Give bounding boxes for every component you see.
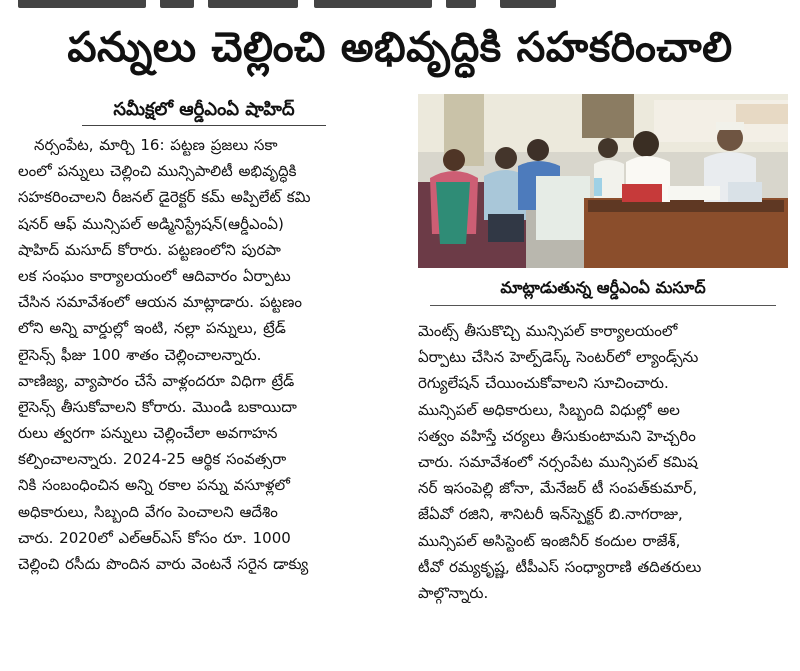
article-line: చారు. 2020లో ఎల్ఆర్ఎస్ కోసం రూ. 1000 xyxy=(18,528,291,547)
page-headline: పన్నులు చెల్లించి అభివృద్ధికి సహకరించాలి xyxy=(67,23,733,71)
article-line: ఏర్పాటు చేసిన హెల్ప్‌డెస్క్ సెంటర్‌లో ల్యాండ్స్‌ను xyxy=(418,348,699,367)
article-line: లంలో పన్నులు చెల్లించి మున్సిపాలిటీ అభివృద్ధికి xyxy=(18,162,297,181)
article-line: టీవో రమ్యకృష్ణ, టీపీఎస్ సంధ్యారాణి తదితరులు xyxy=(418,557,702,576)
article-line: రెగ్యులేషన్ చేయించుకోవాలని సూచించారు. xyxy=(418,374,669,393)
article-line: నికి సంబంధించిన అన్ని రకాల పన్ను వసూళ్లలో xyxy=(18,476,290,495)
article-line: లైసెన్స్ తీసుకోవాలని కోరారు. మొండి బకాయిదా xyxy=(18,397,297,416)
article-line: లక సంఘం కార్యాలయంలో ఆదివారం ఏర్పాటు xyxy=(18,266,291,285)
article-line: లైసెన్స్ ఫీజు 100 శాతం చెల్లించాలన్నారు. xyxy=(18,345,262,364)
article-left-column xyxy=(18,132,405,671)
caption-underline xyxy=(430,305,776,306)
article-line: పాల్గొన్నారు. xyxy=(418,583,489,602)
meeting-photo-illustration xyxy=(418,94,788,268)
article-line: మున్సిపల్ అసిస్టెంట్ ఇంజినీర్ కందుల రాజేశ్, xyxy=(418,531,681,550)
article-line: లోని అన్ని వార్డుల్లో ఇంటి, నల్లా పన్నులు, ట్రేడ్ xyxy=(18,319,286,338)
article-line: చెల్లించి రసీదు పొందిన వారు వెంటనే సరైన డాక్యు xyxy=(18,555,309,573)
cropped-previous-text-strip xyxy=(0,0,800,14)
article-line: చేసిన సమావేశంలో ఆయన మాట్లాడారు. పట్టణం xyxy=(18,293,302,312)
article-right-column xyxy=(418,318,788,671)
subheadline-underline xyxy=(82,125,326,126)
article-line: అధికారులు, సిబ్బంది వేగం పెంచాలని ఆదేశిం xyxy=(18,502,278,521)
article-line: రులు త్వరగా పన్నులు చెల్లించేలా అవగాహన xyxy=(18,424,278,443)
article-line: మెంట్స్ తీసుకొచ్చి మున్సిపల్ కార్యాలయంలో xyxy=(418,322,678,340)
article-line: మున్సిపల్ అధికారులు, సిబ్బంది విధుల్లో అల xyxy=(418,400,680,419)
article-line: షాహిద్ మసూద్ కోరారు. పట్టణంలోని పురపా xyxy=(18,240,281,259)
article-line: కల్పించాలన్నారు. 2024-25 ఆర్థిక సంవత్సరా xyxy=(18,450,287,469)
article-subheadline: సమీక్షలో ఆర్డీఎంఏ షాహిద్ xyxy=(113,99,295,120)
photo-caption: మాట్లాడుతున్న ఆర్డీఎంఏ మసూద్ xyxy=(500,278,706,297)
article-line: సత్వం వహిస్తే చర్యలు తీసుకుంటామని హెచ్చరిం xyxy=(418,426,696,445)
news-photo xyxy=(418,94,788,268)
article-line: సహకరించాలని రీజనల్ డైరెక్టర్ కమ్ అప్పిలేట్ కమి xyxy=(18,188,311,207)
article-line: నర్ ఇసంపెల్లి జోనా, మేనేజర్ టీ సంపత్‌కుమార్, xyxy=(418,479,698,498)
article-line: నర్సంపేట, మార్చి 16: పట్టణ ప్రజలు సకా xyxy=(34,136,278,154)
article-line: షనర్ ఆఫ్ మున్సిపల్ అడ్మినిస్ట్రేషన్(ఆర్డీఎంఏ) xyxy=(18,214,284,233)
article-line: జేఏవో రజిని, శానిటరీ ఇన్‌స్పెక్టర్ బి.నాగరాజు, xyxy=(418,505,683,524)
article-line: చారు. సమావేశంలో నర్సంపేట మున్సిపల్ కమిష xyxy=(418,452,698,471)
article-line: వాణిజ్య, వ్యాపారం చేసే వాళ్లందరూ విధిగా ట్రేడ్ xyxy=(18,371,295,390)
